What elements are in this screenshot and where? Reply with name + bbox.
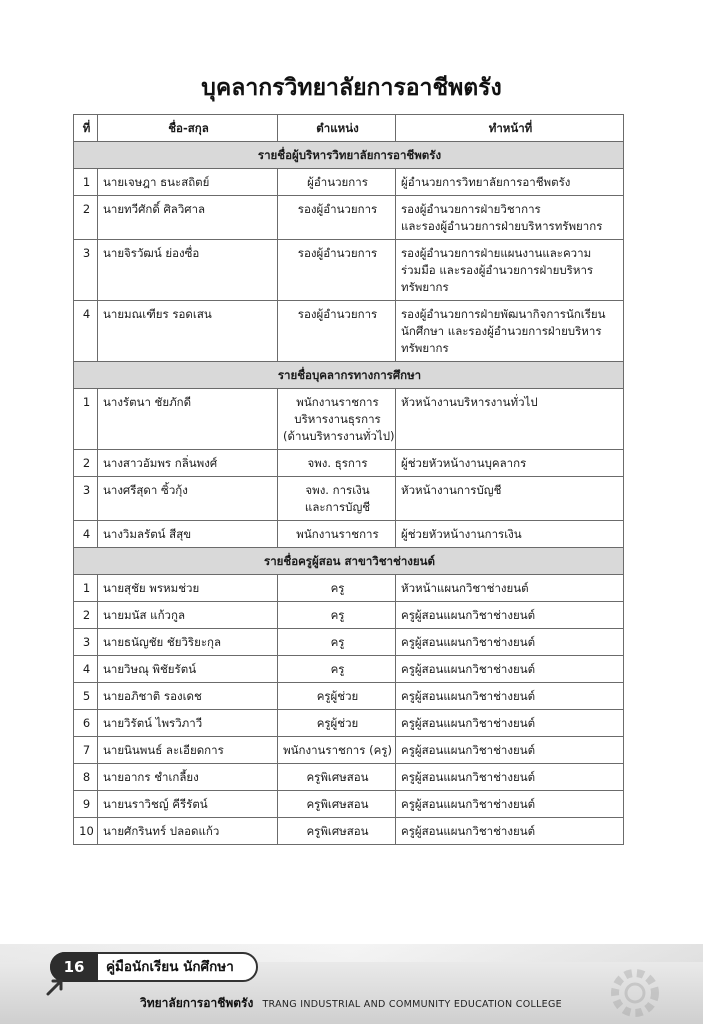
staff-name: นายเจษฎา ธนะสถิตย์ — [98, 169, 278, 196]
staff-position — [278, 710, 396, 737]
section-row — [74, 142, 624, 169]
position-line: พนักงานราชการ — [296, 395, 379, 409]
row-number: 6 — [74, 710, 98, 737]
section-title: รายชื่อผู้บริหารวิทยาลัยการอาชีพตรัง — [74, 142, 624, 169]
staff-position — [278, 656, 396, 683]
staff-duty — [396, 791, 624, 818]
position-line: พนักงานราชการ — [296, 527, 379, 541]
staff-name: นายวิษณุ พิชัยรัตน์ — [98, 656, 278, 683]
staff-position — [278, 521, 396, 548]
row-number: 3 — [74, 240, 98, 301]
duty-line: ครูผู้สอนแผนกวิชาช่างยนต์ — [401, 716, 536, 730]
table-row — [74, 169, 624, 196]
staff-position — [278, 791, 396, 818]
position-line: รองผู้อำนวยการ — [297, 202, 378, 216]
staff-duty — [396, 737, 624, 764]
staff-position — [278, 737, 396, 764]
page-number: 16 — [50, 952, 98, 982]
duty-line: ครูผู้สอนแผนกวิชาช่างยนต์ — [401, 797, 536, 811]
section-title: รายชื่อครูผู้สอน สาขาวิชาช่างยนต์ — [74, 548, 624, 575]
position-line: รองผู้อำนวยการ — [297, 307, 378, 321]
table-row — [74, 240, 624, 301]
position-line: ครูพิเศษสอน — [306, 797, 369, 811]
staff-name: นายทวีศักดิ์ ศิลวิศาล — [98, 196, 278, 240]
position-line: ครู — [330, 581, 345, 595]
staff-position — [278, 389, 396, 450]
staff-name: นายธนัญชัย ชัยวิริยะกุล — [98, 629, 278, 656]
position-line: ครูผู้ช่วย — [316, 716, 359, 730]
staff-duty — [396, 477, 624, 521]
header-position: ตำแหน่ง — [278, 115, 396, 142]
staff-duty — [396, 683, 624, 710]
staff-name: นายอากร ชำเกลี้ยง — [98, 764, 278, 791]
table-header-row — [74, 115, 624, 142]
position-line: บริหารงานธุรการ — [294, 412, 381, 426]
position-line: และการบัญชี — [304, 500, 371, 514]
duty-line: หัวหน้าแผนกวิชาช่างยนต์ — [401, 581, 529, 595]
staff-duty — [396, 629, 624, 656]
staff-name: นายสุชัย พรหมช่วย — [98, 575, 278, 602]
staff-name: นางศรีสุดา ซิ้วกุ้ง — [98, 477, 278, 521]
staff-name: นายอภิชาติ รองเดช — [98, 683, 278, 710]
row-number: 2 — [74, 602, 98, 629]
table-row — [74, 575, 624, 602]
staff-duty — [396, 521, 624, 548]
staff-position — [278, 240, 396, 301]
staff-position — [278, 477, 396, 521]
position-line: รองผู้อำนวยการ — [297, 246, 378, 260]
table-row — [74, 737, 624, 764]
college-name-english: TRANG INDUSTRIAL AND COMMUNITY EDUCATION COLLEGE — [262, 999, 562, 1010]
staff-name: นายจิรวัฒน์ ย่องซื่อ — [98, 240, 278, 301]
staff-position — [278, 196, 396, 240]
row-number: 4 — [74, 521, 98, 548]
staff-position — [278, 683, 396, 710]
table-row — [74, 629, 624, 656]
position-line: ครูพิเศษสอน — [306, 770, 369, 784]
staff-duty — [396, 301, 624, 362]
staff-position — [278, 301, 396, 362]
table-body — [74, 142, 624, 845]
table-row — [74, 389, 624, 450]
staff-name: นายมณเฑียร รอดเสน — [98, 301, 278, 362]
staff-duty — [396, 710, 624, 737]
table-row — [74, 477, 624, 521]
section-title: รายชื่อบุคลากรทางการศึกษา — [74, 362, 624, 389]
staff-name: นางวิมลรัตน์ สีสุข — [98, 521, 278, 548]
duty-line: นักศึกษา และรองผู้อำนวยการฝ่ายบริหาร — [401, 324, 602, 338]
table-row — [74, 656, 624, 683]
page-title: บุคลากรวิทยาลัยการอาชีพตรัง — [201, 75, 502, 101]
table-row — [74, 818, 624, 845]
table-row — [74, 602, 624, 629]
duty-line: รองผู้อำนวยการฝ่ายวิชาการ — [401, 202, 541, 216]
staff-position — [278, 169, 396, 196]
duty-line: ทรัพยากร — [401, 280, 449, 294]
duty-line: ผู้ช่วยหัวหน้างานบุคลากร — [401, 456, 527, 470]
duty-line: รองผู้อำนวยการฝ่ายพัฒนากิจการนักเรียน — [401, 307, 606, 321]
position-line: จพง. ธุรการ — [307, 456, 368, 470]
staff-name: นางรัตนา ชัยภักดี — [98, 389, 278, 450]
position-line: ครูผู้ช่วย — [316, 689, 359, 703]
position-line: ครู — [330, 662, 345, 676]
college-line — [140, 992, 562, 1013]
position-line: จพง. การเงิน — [305, 483, 370, 497]
table-row — [74, 521, 624, 548]
table-row — [74, 683, 624, 710]
staff-name: นายมนัส แก้วกูล — [98, 602, 278, 629]
table-row — [74, 301, 624, 362]
duty-line: ร่วมมือ และรองผู้อำนวยการฝ่ายบริหาร — [401, 263, 594, 277]
duty-line: ครูผู้สอนแผนกวิชาช่างยนต์ — [401, 770, 536, 784]
staff-duty — [396, 196, 624, 240]
row-number: 10 — [74, 818, 98, 845]
position-line: พนักงานราชการ (ครู) — [283, 743, 392, 757]
duty-line: หัวหน้างานบริหารงานทั่วไป — [401, 395, 538, 409]
header-duty: ทำหน้าที่ — [396, 115, 624, 142]
duty-line: ผู้ช่วยหัวหน้างานการเงิน — [401, 527, 522, 541]
staff-duty — [396, 818, 624, 845]
table-row — [74, 791, 624, 818]
row-number: 7 — [74, 737, 98, 764]
staff-table — [73, 114, 624, 845]
arrow-icon — [44, 976, 66, 998]
staff-duty — [396, 169, 624, 196]
row-number: 9 — [74, 791, 98, 818]
staff-name: นายนราวิชญ์ คีรีรัตน์ — [98, 791, 278, 818]
staff-name: นายนินพนธ์ ละเอียดการ — [98, 737, 278, 764]
duty-line: ทรัพยากร — [401, 341, 449, 355]
table-row — [74, 764, 624, 791]
table-row — [74, 450, 624, 477]
college-name-thai: วิทยาลัยการอาชีพตรัง — [140, 996, 254, 1010]
duty-line: ครูผู้สอนแผนกวิชาช่างยนต์ — [401, 662, 536, 676]
guide-label: คู่มือนักเรียน นักศึกษา — [106, 959, 234, 975]
duty-line: ครูผู้สอนแผนกวิชาช่างยนต์ — [401, 608, 536, 622]
staff-position — [278, 602, 396, 629]
staff-duty — [396, 602, 624, 629]
row-number: 4 — [74, 301, 98, 362]
row-number: 3 — [74, 629, 98, 656]
staff-position — [278, 629, 396, 656]
staff-duty — [396, 575, 624, 602]
gear-icon — [600, 958, 670, 1028]
header-name: ชื่อ-สกุล — [98, 115, 278, 142]
table-row — [74, 710, 624, 737]
row-number: 1 — [74, 389, 98, 450]
row-number: 3 — [74, 477, 98, 521]
duty-line: และรองผู้อำนวยการฝ่ายบริหารทรัพยากร — [401, 219, 603, 233]
position-line: ผู้อำนวยการ — [307, 175, 368, 189]
section-row — [74, 362, 624, 389]
staff-name: นายศักรินทร์ ปลอดแก้ว — [98, 818, 278, 845]
position-line: ครู — [330, 608, 345, 622]
header-no: ที่ — [74, 115, 98, 142]
staff-duty — [396, 240, 624, 301]
position-line: (ด้านบริหารงานทั่วไป) — [283, 429, 395, 443]
staff-name: นางสาวอัมพร กลิ่นพงศ์ — [98, 450, 278, 477]
staff-name: นายวิรัตน์ ไพรวิภาวี — [98, 710, 278, 737]
position-line: ครูพิเศษสอน — [306, 824, 369, 838]
section-row — [74, 548, 624, 575]
row-number: 2 — [74, 196, 98, 240]
duty-line: ครูผู้สอนแผนกวิชาช่างยนต์ — [401, 635, 536, 649]
staff-position — [278, 575, 396, 602]
staff-duty — [396, 389, 624, 450]
staff-duty — [396, 450, 624, 477]
row-number: 2 — [74, 450, 98, 477]
table-row — [74, 196, 624, 240]
duty-line: ครูผู้สอนแผนกวิชาช่างยนต์ — [401, 743, 536, 757]
duty-line: ครูผู้สอนแผนกวิชาช่างยนต์ — [401, 824, 536, 838]
staff-position — [278, 450, 396, 477]
row-number: 4 — [74, 656, 98, 683]
duty-line: หัวหน้างานการบัญชี — [401, 483, 502, 497]
staff-position — [278, 764, 396, 791]
row-number: 1 — [74, 169, 98, 196]
staff-duty — [396, 764, 624, 791]
position-line: ครู — [330, 635, 345, 649]
staff-duty — [396, 656, 624, 683]
duty-line: รองผู้อำนวยการฝ่ายแผนงานและความ — [401, 246, 592, 260]
duty-line: ครูผู้สอนแผนกวิชาช่างยนต์ — [401, 689, 536, 703]
row-number: 8 — [74, 764, 98, 791]
row-number: 1 — [74, 575, 98, 602]
duty-line: ผู้อำนวยการวิทยาลัยการอาชีพตรัง — [401, 175, 571, 189]
staff-position — [278, 818, 396, 845]
row-number: 5 — [74, 683, 98, 710]
